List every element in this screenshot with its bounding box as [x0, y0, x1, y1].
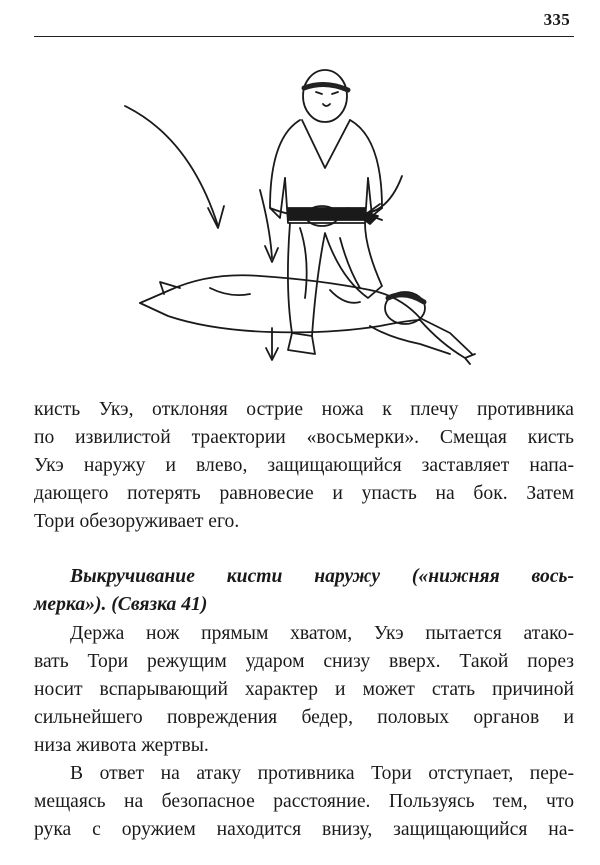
text-line: кисть Укэ, отклоняя острие ножа к плечу противника [34, 399, 574, 420]
text-line: Держа нож прямым хватом, Укэ пытается атако- [70, 623, 574, 644]
motion-arrow-left [125, 106, 218, 226]
text-line: низа живота жертвы. [34, 735, 209, 756]
text-line: мещаясь на безопасное расстояние. Пользуясь тем, что [34, 791, 574, 812]
text-line: Укэ наружу и влево, защищающийся заставляет напа- [34, 455, 574, 476]
martial-arts-illustration [120, 58, 480, 388]
paragraph-1 [34, 396, 574, 536]
text-line: В ответ на атаку противника Тори отступает, пере- [70, 763, 574, 784]
section-heading [34, 563, 574, 619]
heading-line: Выкручивание кисти наружу («нижняя вось- [70, 566, 574, 587]
paragraph-2 [34, 620, 574, 760]
tori-head [303, 70, 347, 122]
header-rule [34, 36, 574, 37]
text-line: рука с оружием находится внизу, защищающийся на- [34, 819, 574, 840]
text-line: Тори обезоруживает его. [34, 511, 240, 532]
heading-line: мерка»). (Связка 41) [34, 594, 208, 615]
text-line: по извилистой траектории «восьмерки». Смещая кисть [34, 427, 574, 448]
text-line: вать Тори режущим ударом снизу вверх. Такой порез [34, 651, 574, 672]
page-number: 335 [543, 10, 570, 29]
motion-arrow-right [368, 176, 402, 213]
paragraph-3 [34, 760, 574, 844]
text-line: дающего потерять равновесие и упасть на бок. Затем [34, 483, 574, 504]
text-line: сильнейшего повреждения бедер, половых органов и [34, 707, 574, 728]
text-line: носит вспарывающий характер и может стать причиной [34, 679, 574, 700]
